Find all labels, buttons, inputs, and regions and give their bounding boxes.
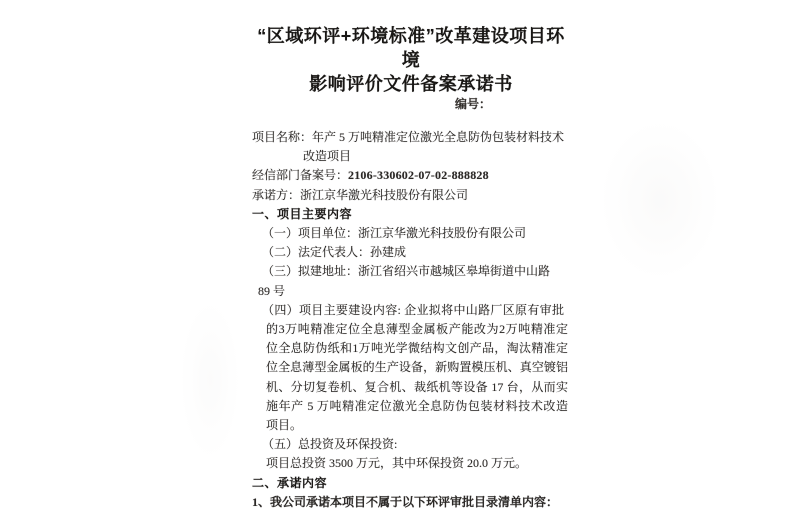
scan-smudge <box>180 300 240 460</box>
title-body-gap <box>252 112 570 128</box>
project-name-line-2: 改造项目 <box>303 149 352 164</box>
commitment-item-1: 1、我公司承诺本项目不属于以下环评审批目录清单内容： <box>252 494 559 509</box>
record-number-line <box>252 166 570 185</box>
title-line-1: “区域环评+环境标准”改革建设项目环境 <box>257 26 565 70</box>
scan-smudge <box>600 120 720 280</box>
item-total-investment-heading: （五）总投资及环保投资: <box>262 437 398 452</box>
document-content <box>252 0 570 512</box>
investment-amount-line: 项目总投资 3500 万元，其中环保投资 20.0 万元。 <box>266 456 528 471</box>
item-project-unit: （一）项目单位：浙江京华激光科技股份有限公司 <box>262 226 527 241</box>
record-number-label: 经信部门备案号： <box>252 168 349 183</box>
construction-content-line-4: 位全息薄型金属板的生产设备，新购置模压机、真空镀铝 <box>266 360 568 375</box>
section-2-heading: 二、承诺内容 <box>252 475 328 490</box>
construction-content-line-1: （四）项目主要建设内容: 企业拟将中山路厂区原有审批 <box>262 302 564 317</box>
construction-content-line-2: 的3万吨精准定位全息薄型金属板产能改为2万吨精准定 <box>266 322 568 337</box>
item-address-line-2: 89 号 <box>258 283 286 298</box>
title-line-2: 影响评价文件备案承诺书 <box>309 74 513 94</box>
document-title <box>252 24 570 96</box>
promisor-line: 承诺方：浙江京华激光科技股份有限公司 <box>252 187 469 202</box>
item-legal-representative: （二）法定代表人：孙建成 <box>262 245 407 260</box>
project-name-line-1: 项目名称：年产 5 万吨精准定位激光全息防伪包装材料技术 <box>252 130 565 144</box>
section-1-heading: 一、项目主要内容 <box>252 206 353 221</box>
construction-content-line-6: 施年产 5 万吨精准定位激光全息防伪包装材料技术改造 <box>266 398 568 413</box>
construction-content-line-7: 项目。 <box>266 417 303 432</box>
item-address-line-1: （三）拟建地址：浙江省绍兴市越城区皋埠街道中山路 <box>262 264 551 279</box>
serial-number-label: 编号： <box>455 97 492 111</box>
construction-content-line-5: 机、分切复卷机、复合机、裁纸机等设备 17 台，从而实 <box>266 379 568 394</box>
construction-content-line-3: 位全息防伪纸和1万吨光学微结构文创产品，淘汰精准定 <box>266 341 568 356</box>
record-number-value: 2106-330602-07-02-888828 <box>348 168 489 183</box>
